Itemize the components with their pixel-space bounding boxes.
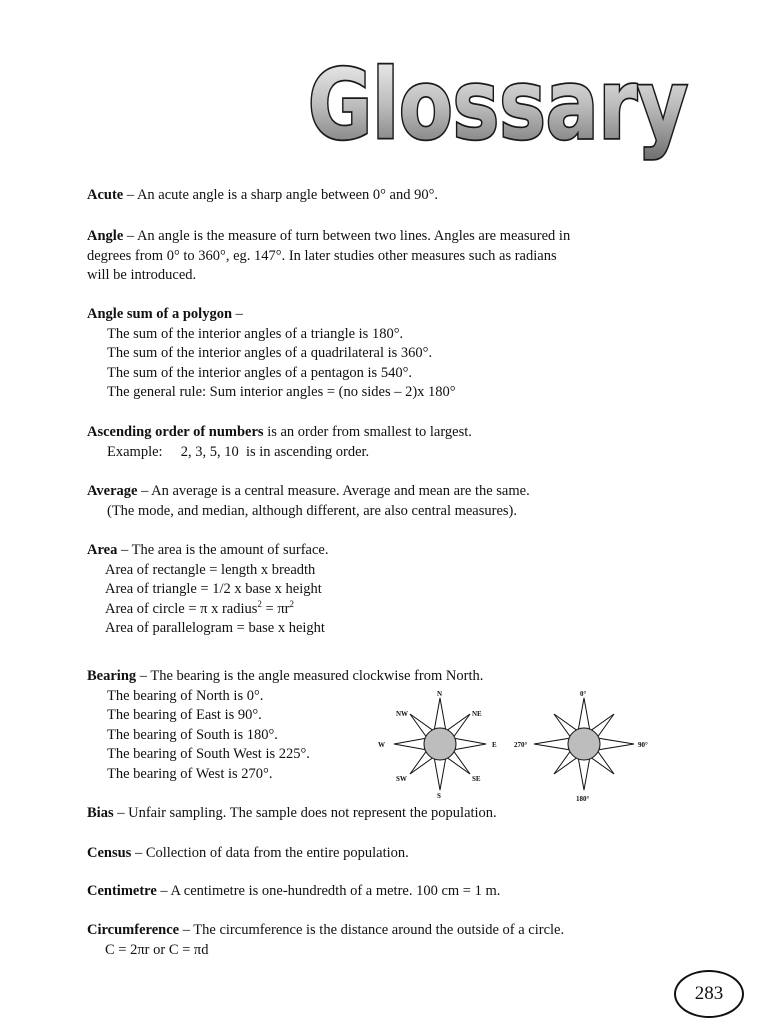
bearing-line: The bearing of South is 180°. [107, 726, 278, 743]
definition-census: – Collection of data from the entire population. [131, 845, 409, 861]
area-formula: Area of rectangle = length x breadth [105, 561, 316, 578]
definition-bearing: – The bearing is the angle measured clockwise from North. [136, 668, 484, 684]
definition-angle-line3: will be introduced. [87, 267, 197, 283]
angle-sum-line: The sum of the interior angles of a triangle is 180°. [107, 325, 404, 342]
definition-acute: – An acute angle is a sharp angle between 0° and 90°. [123, 187, 439, 203]
page-title [300, 40, 700, 160]
compass-label-ne: NE [472, 710, 482, 718]
term-acute: Acute [87, 187, 124, 203]
term-average: Average [87, 483, 138, 499]
term-bearing: Bearing [87, 668, 137, 684]
definition-ascending: is an order from smallest to largest. [263, 424, 472, 440]
bearing-line: The bearing of North is 0°. [107, 687, 264, 704]
page-number: 283 [674, 970, 744, 1018]
circumference-formula: C = 2πr or C = πd [105, 941, 209, 958]
term-bias: Bias [87, 805, 114, 821]
entry-angle-sum [87, 305, 687, 403]
term-census: Census [87, 845, 132, 861]
term-circumference: Circumference [87, 922, 180, 938]
compass-rose-degrees [514, 688, 654, 804]
term-area: Area [87, 542, 118, 558]
compass-label-0deg: 0° [580, 690, 587, 698]
entry-bias [87, 804, 687, 824]
compass-label-nw: NW [396, 710, 409, 718]
compass-label-sw: SW [396, 775, 407, 783]
superscript-2: 2 [257, 598, 262, 609]
compass-label-s: S [437, 792, 441, 800]
angle-sum-line: The sum of the interior angles of a quadrilateral is 360°. [107, 345, 433, 361]
entry-circumference [87, 921, 687, 960]
entry-census [87, 844, 687, 864]
average-note: (The mode, and median, although different, are also central measures). [107, 502, 518, 519]
entry-angle [87, 227, 687, 286]
term-ascending: Ascending order of numbers [87, 424, 264, 440]
compass-rose-directions [378, 688, 506, 798]
entry-ascending [87, 423, 687, 462]
area-formula: Area of triangle = 1/2 x base x height [105, 581, 322, 597]
compass-label-180deg: 180° [576, 795, 590, 803]
angle-sum-line: The general rule: Sum interior angles = (no sides – 2)x 180° [107, 384, 456, 400]
entry-centimetre [87, 882, 687, 902]
compass-label-n: N [437, 690, 443, 698]
compass-label-270deg: 270° [514, 741, 528, 749]
definition-average: – An average is a central measure. Average and mean are the same. [137, 483, 530, 499]
definition-angle-line1: – An angle is the measure of turn between two lines. Angles are measured in [123, 228, 571, 244]
definition-angle-line2: degrees from 0° to 360°, eg. 147°. In later studies other measures such as radians [87, 247, 557, 264]
definition-circumference: – The circumference is the distance around the outside of a circle. [179, 922, 565, 938]
circle-formula-mid: = πr [261, 600, 290, 617]
definition-area: – The area is the amount of surface. [117, 542, 329, 558]
ascending-example: Example: 2, 3, 5, 10 is in ascending order. [107, 443, 370, 460]
compass-label-e: E [492, 741, 497, 749]
term-dash: – [232, 306, 243, 322]
angle-sum-line: The sum of the interior angles of a pentagon is 540°. [107, 364, 412, 381]
term-centimetre: Centimetre [87, 883, 157, 899]
area-formula: Area of parallelogram = base x height [105, 620, 325, 636]
term-angle: Angle [87, 228, 124, 244]
definition-bias: – Unfair sampling. The sample does not represent the population. [113, 805, 497, 821]
bearing-line: The bearing of West is 270°. [107, 765, 273, 782]
term-angle-sum: Angle sum of a polygon [87, 306, 233, 322]
bearing-line: The bearing of East is 90°. [107, 707, 262, 723]
compass-label-se: SE [472, 775, 481, 783]
entry-area [87, 541, 687, 639]
bearing-line: The bearing of South West is 225°. [107, 746, 310, 762]
title-graphic [300, 40, 700, 160]
superscript-2: 2 [289, 598, 294, 609]
entry-acute [87, 186, 687, 206]
title-text: Glossary [308, 49, 688, 161]
definition-centimetre: – A centimetre is one-hundredth of a metre. 100 cm = 1 m. [156, 883, 501, 899]
compass-label-w: W [378, 741, 385, 749]
circle-formula-prefix: Area of circle = π x radius [105, 600, 258, 617]
compass-label-90deg: 90° [638, 741, 648, 749]
area-formula-circle [87, 600, 687, 620]
compass-rose-graphic [534, 698, 634, 790]
entry-average [87, 482, 687, 521]
